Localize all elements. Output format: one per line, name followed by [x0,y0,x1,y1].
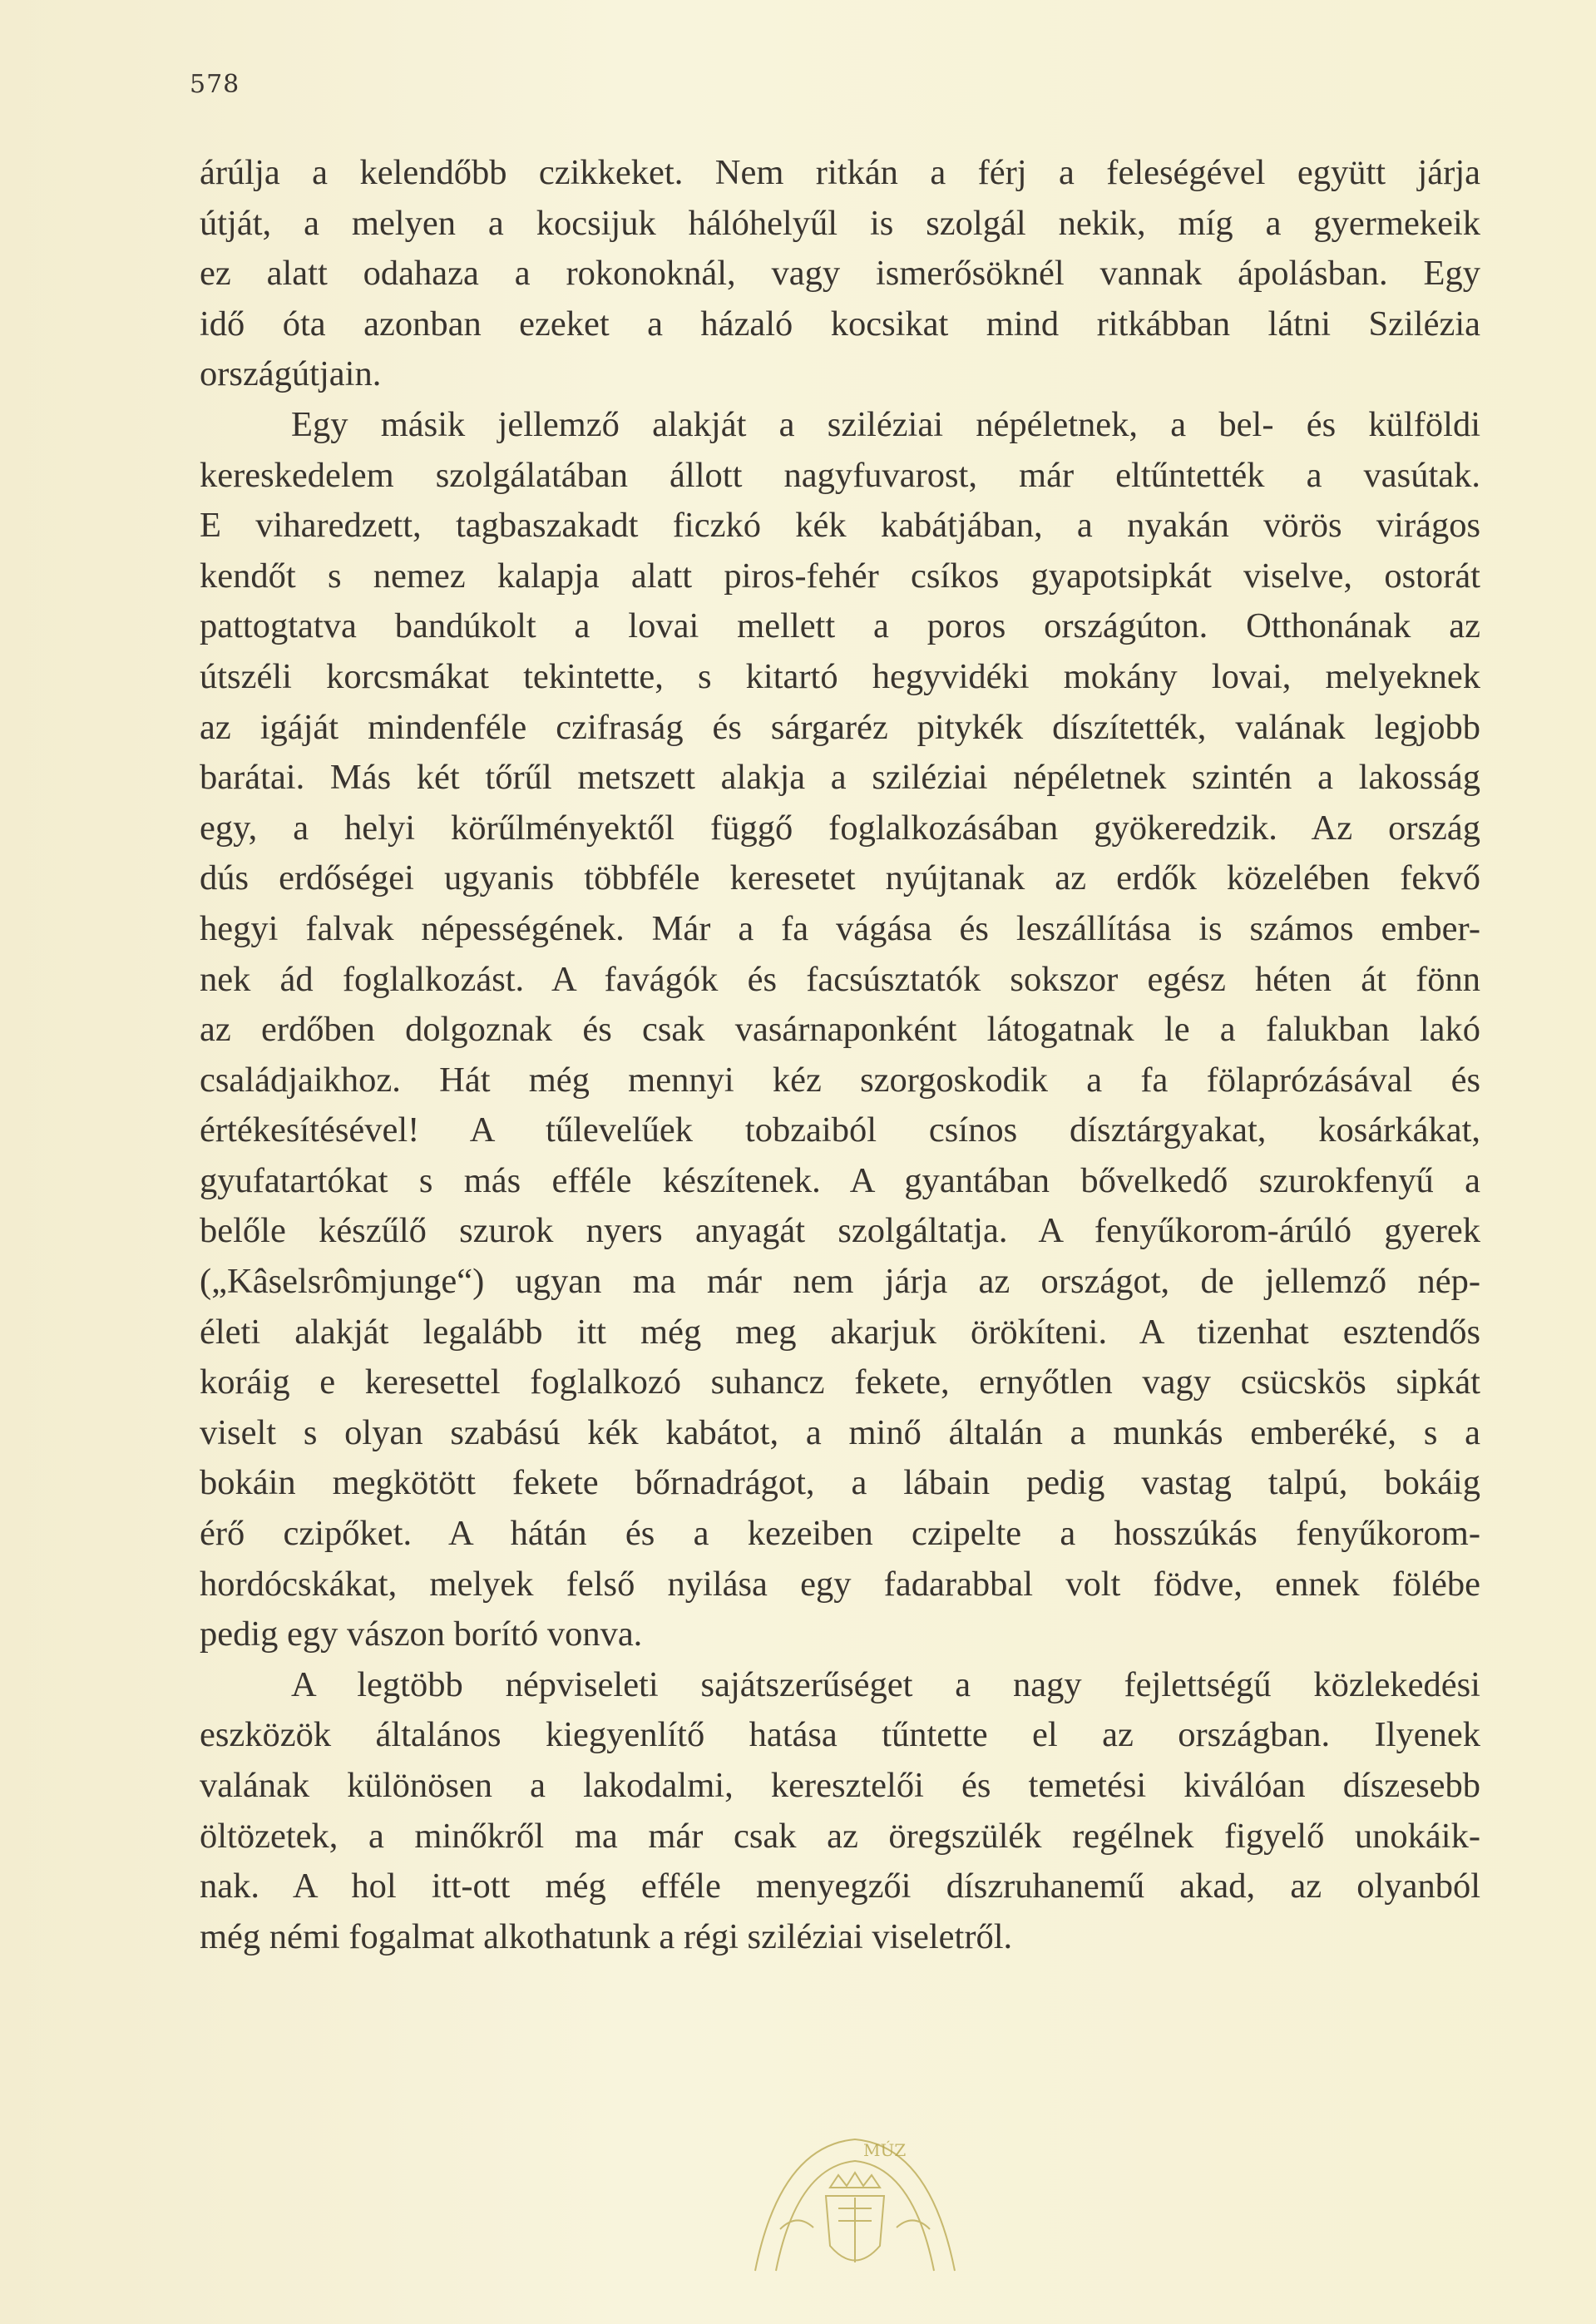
text-line: öltözetek, a minőkről ma már csak az öregszülék regélnek figyelő unokáik- [200,1816,1480,1856]
text-line: még némi fogalmat alkothatunk a régi sziléziai viseletről. [200,1916,1013,1956]
paragraph-2 [200,400,1480,1660]
text-line: útszéli korcsmákat tekintette, s kitartó hegyvidéki mokány lovai, melyeknek [200,656,1480,696]
text-line: értékesítésével! A tűlevelűek tobzaiból csínos dísztárgyakat, kosárkákat, [200,1110,1480,1150]
text-line: dús erdőségei ugyanis többféle keresetet nyújtanak az erdők közelében fekvő [200,858,1480,898]
crest-detail [838,2198,872,2262]
text-line: családjaikhoz. Hát még mennyi kéz szorgoskodik a fa fölaprózásával és [200,1060,1480,1100]
text-line: hegyi falvak népességének. Már a fa vágása és leszállítása is számos ember- [200,908,1480,948]
text-line: árúlja a kelendőbb czikkeket. Nem ritkán a férj a feleségével együtt járja [200,153,1480,192]
text-line: nak. A hol itt-ott még efféle menyegzői díszruhanemű akad, az olyanból [200,1867,1480,1906]
text-line: barátai. Más két tőrűl metszett alakja a sziléziai népéletnek szintén a lakosság [200,758,1480,798]
paragraph-1 [200,148,1480,400]
crown-shape [830,2173,880,2188]
text-line: gyufatartókat s más efféle készítenek. A gyantában bővelkedő szurokfenyű a [200,1160,1480,1200]
text-line: idő óta azonban ezeket a házaló kocsikat mind ritkábban látni Szilézia [200,304,1480,344]
page-number: 578 [190,70,240,99]
text-line: országútjain. [200,354,382,394]
text-line: nek ád foglalkozást. A favágók és facsúsztatók sokszor egész héten át fönn [200,959,1480,999]
stamp-ink [755,2139,955,2271]
text-line: eszközök általános kiegyenlítő hatása tűntette el az országban. Ilyenek [200,1715,1480,1755]
body-text [200,148,1480,1962]
text-line: egy, a helyi körűlményektől függő foglalkozásában gyökeredzik. Az ország [200,808,1480,848]
text-line: bokáin megkötött fekete bőrnadrágot, a lábain pedig vastag talpú, bokáig [200,1463,1480,1503]
text-line: kendőt s nemez kalapja alatt piros-fehér csíkos gyapotsipkát viselve, ostorát [200,556,1480,596]
text-line: („Kâselsrômjunge“) ugyan ma már nem járja az országot, de jellemző nép- [200,1262,1480,1302]
text-line: érő czipőket. A hátán és a kezeiben czipelte a hosszúkás fenyűkorom- [200,1514,1480,1554]
text-line: életi alakját legalább itt még meg akarjuk örökíteni. A tizenhat esztendős [200,1312,1480,1352]
text-line: A legtöbb népviseleti sajátszerűséget a nagy fejlettségű közlekedési [291,1664,1480,1704]
library-stamp [730,2129,980,2287]
text-line: koráig e keresettel foglalkozó suhancz fekete, ernyőtlen vagy csücskös sipkát [200,1362,1480,1402]
text-line: útját, a melyen a kocsijuk hálóhelyűl is szolgál nekik, míg a gyermekeik [200,203,1480,243]
text-line: pedig egy vászon borító vonva. [200,1614,643,1654]
text-line: kereskedelem szolgálatában állott nagyfuvarost, már eltűntették a vasútak. [200,455,1480,495]
text-line: az igáját mindenféle czifraság és sárgaréz pitykék díszítették, valának legjobb [200,707,1480,747]
text-line: Egy másik jellemző alakját a sziléziai népéletnek, a bel- és külföldi [291,404,1480,444]
text-line: hordócskákat, melyek felső nyilása egy fadarabbal volt födve, ennek fölébe [200,1564,1480,1604]
stamp-text: MÚZ [863,2140,907,2160]
text-line: valának különösen a lakodalmi, keresztelői és temetési kiválóan díszesebb [200,1766,1480,1805]
paragraph-3 [200,1660,1480,1963]
text-line: E viharedzett, tagbaszakadt ficzkó kék kabátjában, a nyakán vörös virágos [200,506,1480,546]
text-line: az erdőben dolgoznak és csak vasárnaponként látogatnak le a falukban lakó [200,1010,1480,1050]
text-line: belőle készűlő szurok nyers anyagát szolgáltatja. A fenyűkorom-árúló gyerek [200,1211,1480,1251]
text-line: ez alatt odahaza a rokonoknál, vagy ismerősöknél vannak ápolásban. Egy [200,254,1480,294]
text-line: pattogtatva bandúkolt a lovai mellett a poros országúton. Otthonának az [200,606,1480,646]
text-line: viselt s olyan szabású kék kabátot, a minő általán a munkás emberéké, s a [200,1412,1480,1452]
